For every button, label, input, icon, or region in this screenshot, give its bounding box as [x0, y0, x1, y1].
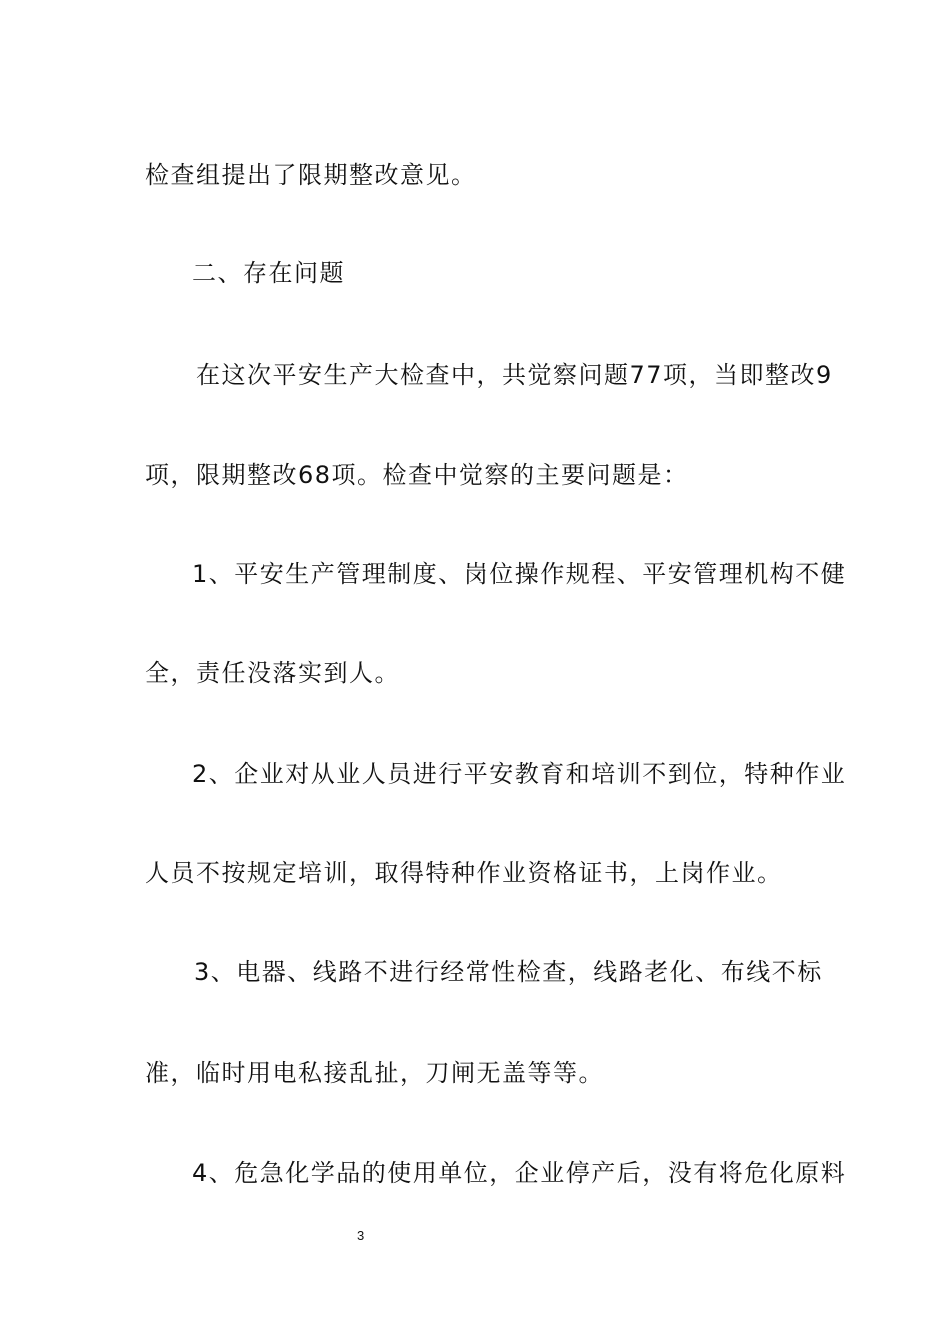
list-item-2-line-2: 人员不按规定培训，取得特种作业资格证书，上岗作业。: [145, 859, 783, 887]
list-item-3-line-1: 3、电器、线路不进行经常性检查，线路老化、布线不标: [194, 958, 823, 986]
paragraph-line-1: 检查组提出了限期整改意见。: [145, 161, 477, 189]
paragraph-line-3: 在这次平安生产大检查中，共觉察问题77项，当即整改9: [196, 361, 833, 389]
list-item-2-line-1: 2、企业对从业人员进行平安教育和培训不到位，特种作业: [192, 760, 847, 788]
list-item-4-line-1: 4、危急化学品的使用单位，企业停产后，没有将危化原料: [192, 1159, 847, 1187]
section-heading: 二、存在问题: [192, 259, 345, 287]
list-item-1-line-2: 全，责任没落实到人。: [145, 659, 400, 687]
paragraph-line-4: 项，限期整改68项。检查中觉察的主要问题是：: [145, 461, 689, 489]
list-item-1-line-1: 1、平安生产管理制度、岗位操作规程、平安管理机构不健: [192, 560, 847, 588]
page-number: 3: [357, 1228, 365, 1243]
list-item-3-line-2: 准，临时用电私接乱扯，刀闸无盖等等。: [145, 1059, 604, 1087]
